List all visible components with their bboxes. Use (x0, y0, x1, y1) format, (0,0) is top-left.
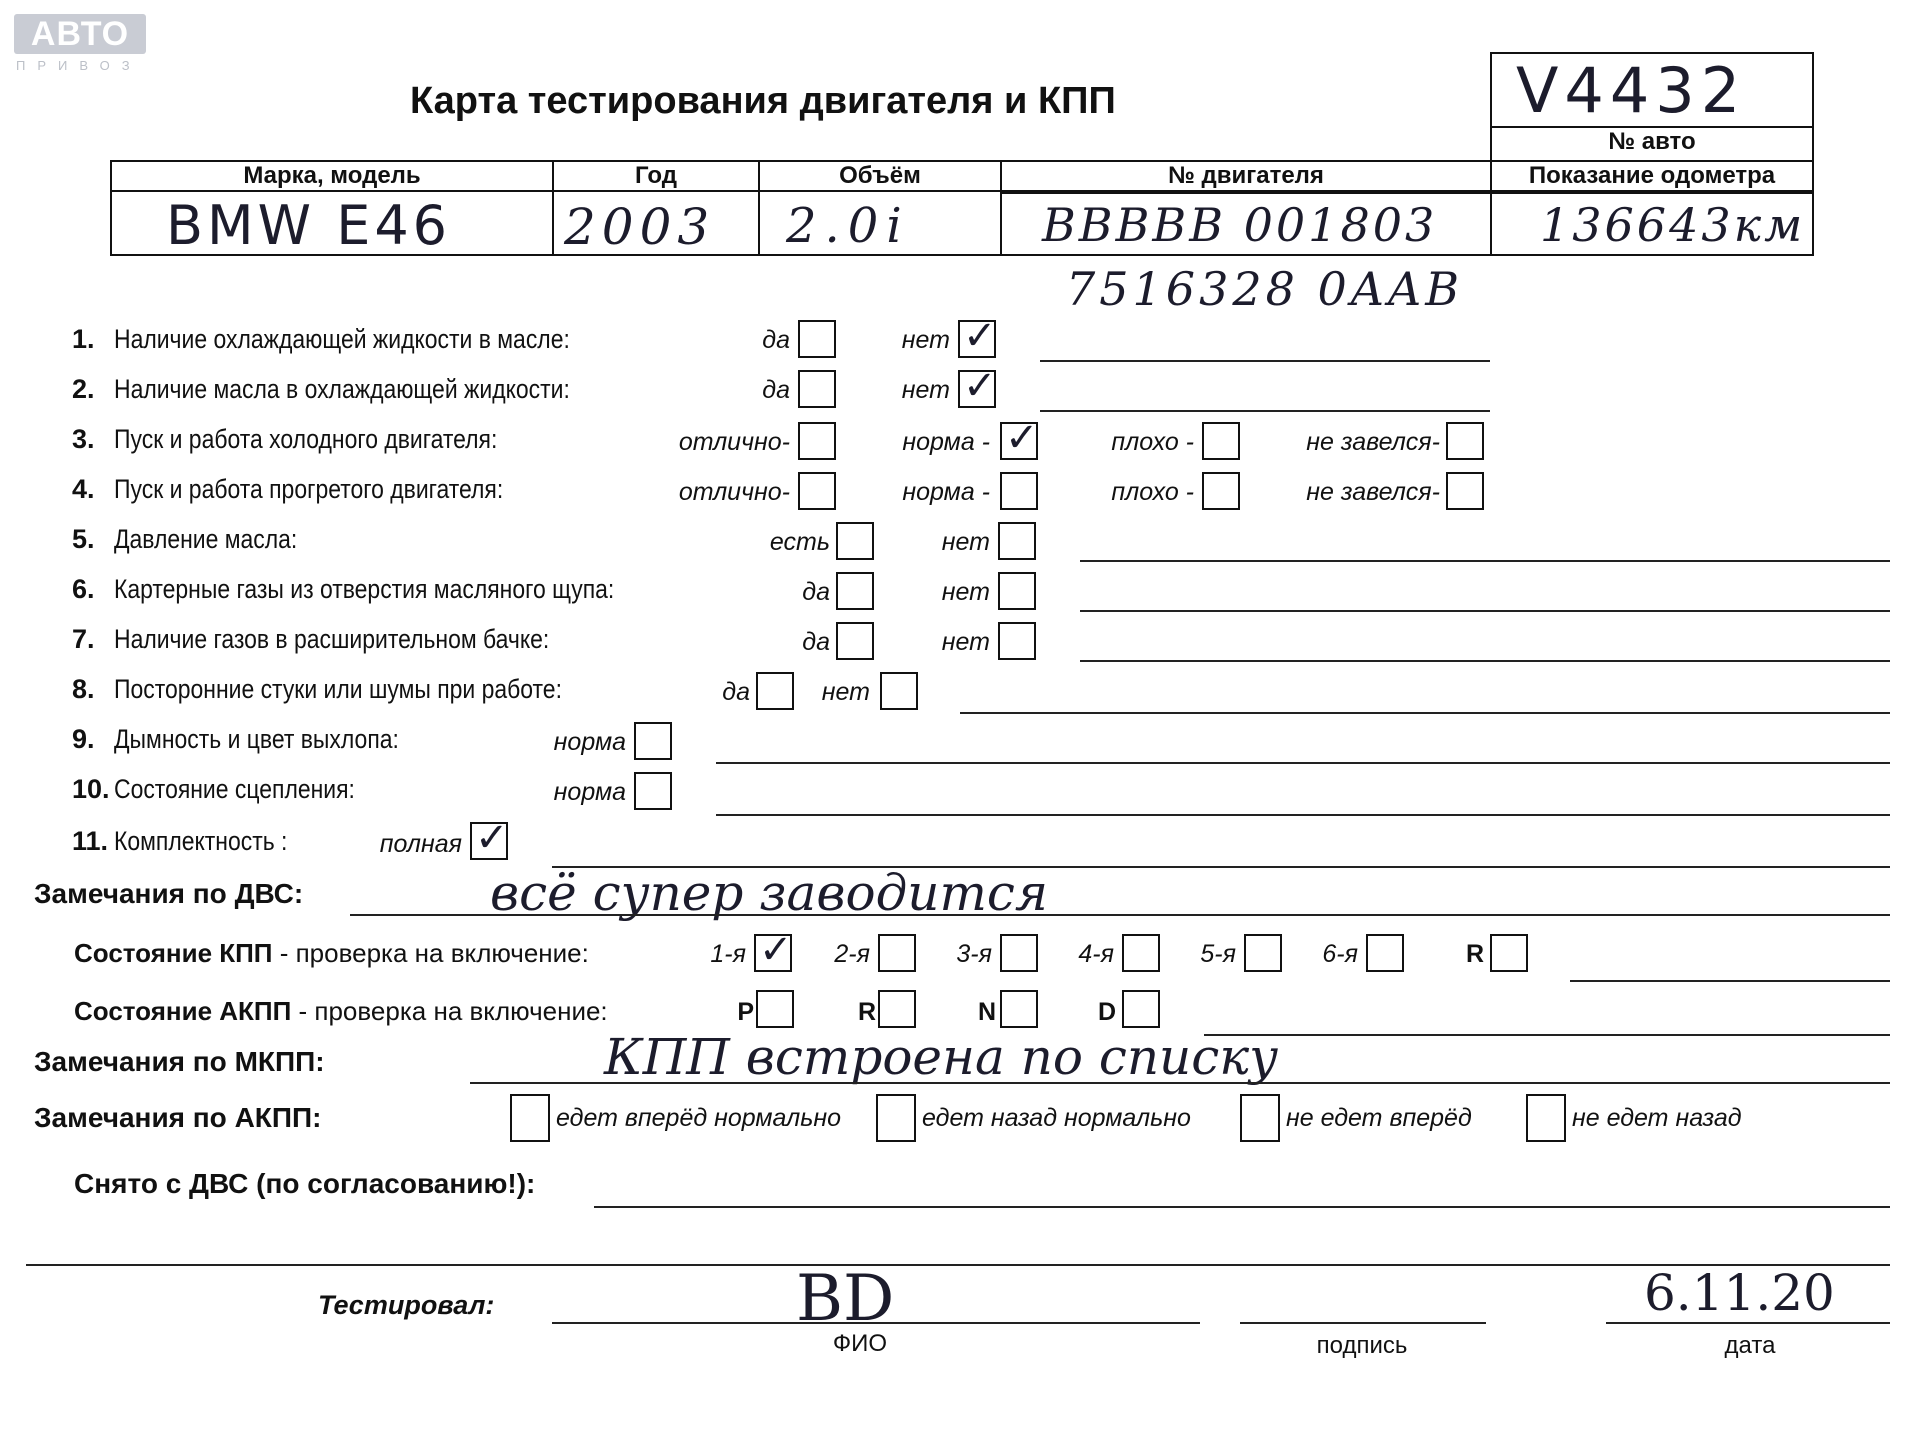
q8-number: 8. (72, 674, 95, 704)
q3-bad-checkbox[interactable] (1202, 422, 1240, 460)
q9-number: 9. (72, 724, 95, 754)
akpp-no-forward-checkbox[interactable] (1240, 1094, 1280, 1142)
q2-note-line[interactable] (1040, 410, 1490, 412)
value-year-cell (552, 190, 760, 256)
q10-number: 10. (72, 774, 110, 804)
q7-text: Наличие газов в расширительном бачке: (114, 624, 550, 654)
akpp-label-rest: - проверка на включение: (291, 996, 608, 1026)
q7-no-label: нет (941, 628, 990, 656)
value-engine-no-extra: 7516328 0AAB (1066, 262, 1463, 316)
q1-yes-label: да (762, 326, 790, 354)
fio-caption: ФИО (832, 1330, 888, 1357)
kpp-gear-5-label: 5-я (1200, 940, 1236, 968)
value-volume: 2.0i (786, 198, 910, 254)
q4-text: Пуск и работа прогретого двигателя: (114, 474, 504, 504)
q6-note-line[interactable] (1080, 610, 1890, 612)
logo-main: АВТО (14, 14, 146, 54)
check-mark-icon: ✓ (759, 927, 793, 973)
akpp-mode-d-label: D (1097, 998, 1116, 1026)
check-mark-icon: ✓ (963, 313, 997, 359)
removed-label: Снято с ДВС (по согласованию!): (74, 1168, 536, 1199)
remarks-akpp-label: Замечания по АКПП: (34, 1102, 322, 1133)
q7-yes-checkbox[interactable] (836, 622, 874, 660)
q9-normal-label: норма (553, 728, 626, 756)
q3-excellent-checkbox[interactable] (798, 422, 836, 460)
tested-label: Тестировал: (318, 1290, 495, 1320)
car-id-box (1490, 52, 1814, 128)
q8-no-label: нет (821, 678, 870, 706)
remarks-mkpp-value: КПП встроена по списку (604, 1028, 1279, 1086)
value-engine-no-cell (1000, 190, 1492, 256)
akpp-no-forward-label: не едет вперёд (1286, 1104, 1472, 1132)
q10-note-line[interactable] (716, 814, 1890, 816)
fio-line[interactable] (552, 1322, 1200, 1324)
akpp-mode-n-checkbox[interactable] (1000, 990, 1038, 1028)
date-caption: дата (1724, 1332, 1776, 1359)
header-engine-no: № двигателя (1000, 160, 1492, 194)
check-mark-icon: ✓ (1005, 415, 1039, 461)
signature-caption: подпись (1316, 1332, 1408, 1359)
q3-excellent-label: отлично- (678, 428, 790, 456)
kpp-label-bold: Состояние КПП (74, 938, 273, 968)
check-mark-icon: ✓ (963, 363, 997, 409)
value-year: 2003 (564, 198, 716, 256)
akpp-label (74, 996, 608, 1027)
q7-yes-label: да (802, 628, 830, 656)
q3-normal-checkbox[interactable] (1000, 415, 1039, 461)
tested-date: 6.11.20 (1644, 1264, 1835, 1322)
kpp-gear-4-checkbox[interactable] (1122, 934, 1160, 972)
kpp-label (74, 938, 589, 969)
q7-note-line[interactable] (1080, 660, 1890, 662)
akpp-mode-r-label: R (857, 998, 876, 1026)
q1-note-line[interactable] (1040, 360, 1490, 362)
q1-no-checkbox[interactable] (958, 313, 997, 359)
q9-normal-checkbox[interactable] (634, 722, 672, 760)
q8-yes-label: да (722, 678, 750, 706)
q4-excellent-checkbox[interactable] (798, 472, 836, 510)
q10-normal-label: норма (553, 778, 626, 806)
remarks-dvs-line[interactable] (350, 914, 1890, 916)
header-model: Марка, модель (110, 160, 554, 192)
header-odometer: Показание одометра (1490, 160, 1814, 194)
q5-absent-label: нет (941, 528, 990, 556)
remarks-mkpp-line[interactable] (470, 1082, 1890, 1084)
akpp-forward-ok-checkbox[interactable] (510, 1094, 550, 1142)
kpp-gear-2-checkbox[interactable] (878, 934, 916, 972)
q4-no-start-checkbox[interactable] (1446, 472, 1484, 510)
q8-text: Посторонние стуки или шумы при работе: (114, 674, 562, 704)
q5-absent-checkbox[interactable] (998, 522, 1036, 560)
q5-text: Давление масла: (114, 524, 298, 554)
q10-text: Состояние сцепления: (114, 774, 355, 804)
q3-number: 3. (72, 424, 95, 454)
q6-yes-checkbox[interactable] (836, 572, 874, 610)
q6-yes-label: да (802, 578, 830, 606)
akpp-mode-n-label: N (977, 998, 996, 1026)
header-year: Год (552, 160, 760, 192)
q6-no-checkbox[interactable] (998, 572, 1036, 610)
remarks-dvs-value: всё супер заводится (490, 864, 1048, 922)
kpp-gear-r-label: R (1465, 940, 1484, 968)
q2-no-label: нет (901, 376, 950, 404)
kpp-gear-r-checkbox[interactable] (1490, 934, 1528, 972)
akpp-mode-p-label: P (737, 998, 754, 1026)
date-line[interactable] (1606, 1322, 1890, 1324)
q11-text: Комплектность : (114, 826, 288, 856)
q2-number: 2. (72, 374, 95, 404)
akpp-forward-ok-label: едет вперёд нормально (556, 1104, 842, 1132)
kpp-gear-3-checkbox[interactable] (1000, 934, 1038, 972)
page-title: Карта тестирования двигателя и КПП (410, 80, 1116, 122)
akpp-label-bold: Состояние АКПП (74, 996, 292, 1026)
q5-note-line[interactable] (1080, 560, 1890, 562)
q1-no-label: нет (901, 326, 950, 354)
kpp-gear-1-label: 1-я (710, 940, 746, 968)
car-id-value: V4432 (1516, 54, 1747, 127)
kpp-note-line[interactable] (1570, 980, 1890, 982)
kpp-gear-5-checkbox[interactable] (1244, 934, 1282, 972)
kpp-gear-2-label: 2-я (834, 940, 870, 968)
q11-number: 11. (72, 826, 109, 856)
kpp-gear-1-checkbox[interactable] (754, 927, 793, 973)
value-model: BMW E46 (166, 194, 452, 257)
q2-text: Наличие масла в охлаждающей жидкости: (114, 374, 570, 404)
value-volume-cell (758, 190, 1002, 256)
q8-note-line[interactable] (960, 712, 1890, 714)
kpp-gear-3-label: 3-я (956, 940, 992, 968)
q7-no-checkbox[interactable] (998, 622, 1036, 660)
q4-no-start-label: не завелся- (1306, 478, 1440, 506)
kpp-gear-6-checkbox[interactable] (1366, 934, 1404, 972)
akpp-backward-ok-label: едет назад нормально (922, 1104, 1191, 1132)
removed-line[interactable] (594, 1206, 1890, 1208)
signature-line[interactable] (1240, 1322, 1486, 1324)
q1-text: Наличие охлаждающей жидкости в масле: (114, 324, 570, 354)
q3-normal-label: норма - (902, 428, 990, 456)
q7-number: 7. (72, 624, 95, 654)
q11-complete-label: полная (379, 830, 462, 858)
q6-number: 6. (72, 574, 95, 604)
header-volume: Объём (758, 160, 1002, 192)
q8-yes-checkbox[interactable] (756, 672, 794, 710)
q5-present-label: есть (769, 528, 830, 556)
akpp-no-backward-label: не едет назад (1572, 1104, 1742, 1132)
q6-text: Картерные газы из отверстия масляного щупа: (114, 574, 615, 604)
q9-text: Дымность и цвет выхлопа: (114, 724, 399, 754)
q4-normal-checkbox[interactable] (1000, 472, 1038, 510)
q5-present-checkbox[interactable] (836, 522, 874, 560)
q4-bad-checkbox[interactable] (1202, 472, 1240, 510)
kpp-gear-6-label: 6-я (1322, 940, 1358, 968)
q3-text: Пуск и работа холодного двигателя: (114, 424, 498, 454)
logo-sub: ПРИВОЗ (16, 58, 142, 73)
q3-no-start-label: не завелся- (1306, 428, 1440, 456)
q11-complete-checkbox[interactable] (470, 815, 509, 861)
car-id-label: № авто (1490, 126, 1814, 162)
divider (26, 1264, 1890, 1266)
q1-number: 1. (72, 324, 95, 354)
remarks-dvs-label: Замечания по ДВС: (34, 878, 304, 909)
check-mark-icon: ✓ (475, 815, 509, 861)
remarks-mkpp-label: Замечания по МКПП: (34, 1046, 325, 1077)
value-odometer: 136643км (1540, 198, 1806, 252)
value-engine-no: BBBBB 001803 (1042, 198, 1438, 252)
akpp-mode-r-checkbox[interactable] (878, 990, 916, 1028)
q4-number: 4. (72, 474, 95, 504)
q10-normal-checkbox[interactable] (634, 772, 672, 810)
akpp-mode-d-checkbox[interactable] (1122, 990, 1160, 1028)
q2-yes-checkbox[interactable] (798, 370, 836, 408)
q5-number: 5. (72, 524, 95, 554)
kpp-gear-4-label: 4-я (1078, 940, 1114, 968)
logo (14, 14, 150, 73)
akpp-backward-ok-checkbox[interactable] (876, 1094, 916, 1142)
akpp-mode-p-checkbox[interactable] (756, 990, 794, 1028)
akpp-no-backward-checkbox[interactable] (1526, 1094, 1566, 1142)
q2-no-checkbox[interactable] (958, 363, 997, 409)
value-odometer-cell (1490, 190, 1814, 256)
q9-note-line[interactable] (716, 762, 1890, 764)
q4-bad-label: плохо - (1111, 478, 1194, 506)
tested-signature: BD (796, 1262, 895, 1336)
q6-no-label: нет (941, 578, 990, 606)
value-model-cell (110, 190, 554, 256)
kpp-label-rest: - проверка на включение: (272, 938, 589, 968)
q8-no-checkbox[interactable] (880, 672, 918, 710)
q1-yes-checkbox[interactable] (798, 320, 836, 358)
q3-bad-label: плохо - (1111, 428, 1194, 456)
q3-no-start-checkbox[interactable] (1446, 422, 1484, 460)
q4-normal-label: норма - (902, 478, 990, 506)
akpp-note-line[interactable] (1204, 1034, 1890, 1036)
q4-excellent-label: отлично- (678, 478, 790, 506)
q2-yes-label: да (762, 376, 790, 404)
